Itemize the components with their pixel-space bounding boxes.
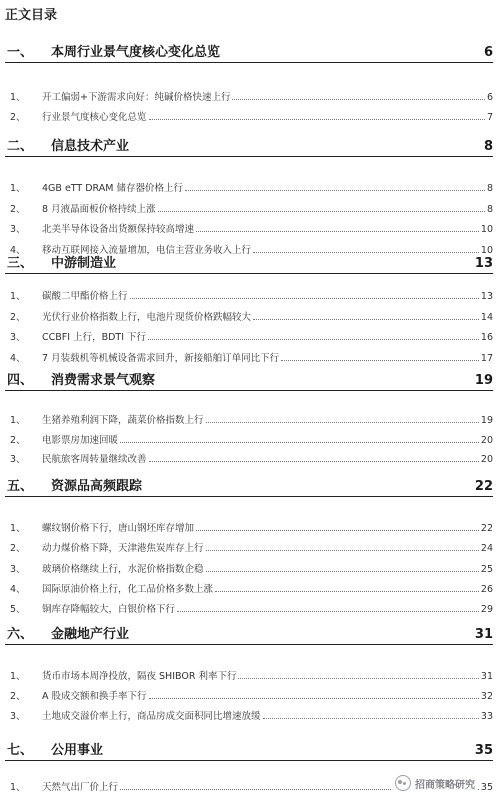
entry-number: 4、 [10,352,26,364]
toc-entry[interactable] [10,412,493,426]
entry-title: 土地成交溢价率上行，商品房成交面积同比增速放缓 [42,711,261,722]
section-title: 中游制造业 [51,256,117,271]
entry-title: 动力煤价格下降，天津港焦炭库存上行 [42,543,204,555]
entry-leader-row [42,520,493,534]
entry-title: 移动互联网接入流量增加，电信主营业务收入上行 [42,244,252,256]
section-number: 三、 [7,256,34,271]
section-number: 五、 [7,479,34,494]
dot-leader [158,211,485,212]
entry-number: 2、 [10,434,26,446]
section-page-number: 35 [474,743,493,758]
toc-entry[interactable] [10,540,493,554]
entry-title: 行业景气度核心变化总览 [42,112,147,123]
section-number: 六、 [7,627,34,642]
toc-entry[interactable] [10,288,493,302]
entry-page-number: 6 [486,92,493,103]
entry-page-number: 16 [480,332,493,343]
section-page-number: 6 [483,45,493,60]
entry-page-number: 10 [480,224,493,235]
entry-page-number: 13 [480,291,493,302]
toc-section-heading[interactable] [5,624,493,645]
entry-title: 铜库存降幅较大，白银价格下行 [42,604,176,616]
entry-leader-row [42,201,493,215]
section-page-number: 19 [474,373,493,388]
entry-number: 5、 [10,604,26,616]
entry-page-number: 29 [480,604,493,616]
watermark-text: 招商策略研究 [415,779,475,791]
entry-number: 1、 [10,782,26,793]
entry-page-number: 17 [480,352,493,364]
toc-section-heading[interactable] [5,42,493,63]
dot-leader [206,571,479,572]
toc-entry[interactable] [10,201,493,215]
entry-number: 2、 [10,203,26,215]
entry-page-number: 22 [480,523,493,534]
entry-number: 4、 [10,244,26,256]
toc-entry[interactable] [10,451,493,465]
section-title: 资源品高频跟踪 [51,479,143,494]
toc-entry[interactable] [10,668,493,682]
entry-page-number: 24 [480,543,493,555]
entry-leader-row [42,451,493,465]
entry-leader-row [42,688,493,702]
section-page-number: 31 [474,627,493,642]
entry-number: 2、 [10,112,26,123]
toc-section-heading[interactable] [5,136,493,157]
entry-title: 国际原油价格上行，化工品价格多数上涨 [42,583,214,595]
entry-leader-row [42,89,493,103]
entry-leader-row [42,221,493,235]
dot-leader [215,591,479,592]
entry-title: 4GB eTT DRAM 储存器价格上行 [42,183,183,194]
dot-leader [232,99,484,100]
entry-number: 2、 [10,543,26,555]
entry-number: 1、 [10,92,26,103]
toc-section-heading[interactable] [5,253,493,274]
section-title: 金融地产行业 [51,627,130,642]
section-number: 二、 [7,139,34,154]
toc-entry[interactable] [10,329,493,343]
entry-page-number: 31 [480,671,493,682]
entry-leader-row [42,180,493,194]
dot-leader [263,718,479,719]
entry-title: 天然气出厂价上行 [42,782,119,793]
entry-title: 8 月液晶面板价格持续上涨 [42,203,156,215]
entry-leader-row [42,432,493,446]
watermark [392,774,478,792]
entry-page-number: 25 [480,563,493,575]
toc-entry[interactable] [10,180,493,194]
entry-number: 4、 [10,583,26,595]
section-title: 本周行业景气度核心变化总览 [51,45,221,60]
section-title: 消费需求景气观察 [51,373,156,388]
entry-number: 3、 [10,711,26,722]
entry-leader-row [42,412,493,426]
toc-entry[interactable] [10,581,493,595]
entry-number: 3、 [10,454,26,465]
page-title: 正文目录 [5,8,58,23]
entry-leader-row [42,581,493,595]
entry-title: 货币市场本周净投放，隔夜 SHIBOR 利率下行 [42,671,237,682]
entry-number: 2、 [10,691,26,702]
entry-number: 1、 [10,415,26,426]
entry-leader-row [42,109,493,123]
section-page-number: 8 [483,139,493,154]
section-page-number: 22 [474,479,493,494]
dot-leader [185,190,485,191]
toc-entry[interactable] [10,221,493,235]
toc-entry[interactable] [10,688,493,702]
toc-entry[interactable] [10,520,493,534]
toc-entry[interactable] [10,601,493,615]
entry-page-number: 33 [480,711,493,722]
entry-title: 7 月装载机等机械设备需求回升，新接船舶订单同比下行 [42,352,280,364]
entry-page-number: 19 [480,415,493,426]
dot-leader [281,360,479,361]
entry-page-number: 14 [480,311,493,323]
entry-title: 开工偏弱+下游需求向好：纯碱价格快速上行 [42,92,231,103]
wechat-icon [395,775,411,791]
entry-leader-row [42,708,493,722]
dot-leader [130,298,479,299]
entry-page-number: 7 [486,112,493,123]
entry-number: 1、 [10,183,26,194]
entry-page-number: 20 [480,434,493,446]
entry-page-number: 8 [486,203,493,215]
entry-page-number: 35 [480,782,493,793]
toc-section-heading[interactable] [5,740,493,761]
section-page-number: 13 [474,256,493,271]
dot-leader [149,119,485,120]
toc-entry[interactable] [10,309,493,323]
entry-page-number: 32 [480,691,493,702]
entry-leader-row [42,309,493,323]
entry-number: 2、 [10,311,26,323]
entry-title: 玻璃价格继续上行，水泥价格指数企稳 [42,563,204,575]
entry-page-number: 10 [480,244,493,256]
entry-leader-row [42,668,493,682]
dot-leader [149,461,479,462]
entry-page-number: 20 [480,454,493,465]
toc-entry[interactable] [10,432,493,446]
section-number: 七、 [7,743,34,758]
dot-leader [253,319,479,320]
toc-entry[interactable] [10,708,493,722]
toc-entry[interactable] [10,561,493,575]
toc-section-heading[interactable] [5,476,493,497]
toc-section-heading[interactable] [5,370,493,391]
entry-page-number: 8 [486,183,493,194]
entry-leader-row [42,350,493,364]
section-title: 信息技术产业 [51,139,130,154]
toc-entry[interactable] [10,89,493,103]
toc-entry[interactable] [10,350,493,364]
entry-leader-row [42,601,493,615]
entry-title: 电影票房加速回暖 [42,434,119,446]
entry-title: 生猪养殖利润下降，蔬菜价格指数上行 [42,415,204,426]
dot-leader [238,678,478,679]
dot-leader [206,550,479,551]
entry-number: 3、 [10,224,26,235]
dot-leader [148,339,479,340]
section-number: 一、 [7,45,34,60]
entry-title: 碳酸二甲酯价格上行 [42,291,128,302]
entry-title: 螺纹钢价格下行，唐山钢坯库存增加 [42,523,195,534]
dot-leader [196,231,479,232]
entry-number: 1、 [10,523,26,534]
dot-leader [120,442,479,443]
entry-leader-row [42,540,493,554]
entry-leader-row [42,561,493,575]
entry-page-number: 26 [480,583,493,595]
dot-leader [149,698,479,699]
dot-leader [177,611,479,612]
section-title: 公用事业 [51,743,104,758]
entry-title: 光伏行业价格指数上行，电池片现货价格跌幅较大 [42,311,252,323]
entry-number: 1、 [10,671,26,682]
toc-entry[interactable] [10,109,493,123]
dot-leader [206,422,479,423]
entry-number: 1、 [10,291,26,302]
entry-number: 3、 [10,563,26,575]
section-number: 四、 [7,373,34,388]
entry-leader-row [42,329,493,343]
entry-title: 北美半导体设备出货额保持较高增速 [42,224,195,235]
entry-number: 3、 [10,332,26,343]
entry-title: CCBFI 上行，BDTI 下行 [42,332,147,343]
dot-leader [196,530,479,531]
entry-leader-row [42,288,493,302]
entry-title: 民航旅客周转量继续改善 [42,454,147,465]
entry-title: A 股成交额和换手率下行 [42,691,147,702]
